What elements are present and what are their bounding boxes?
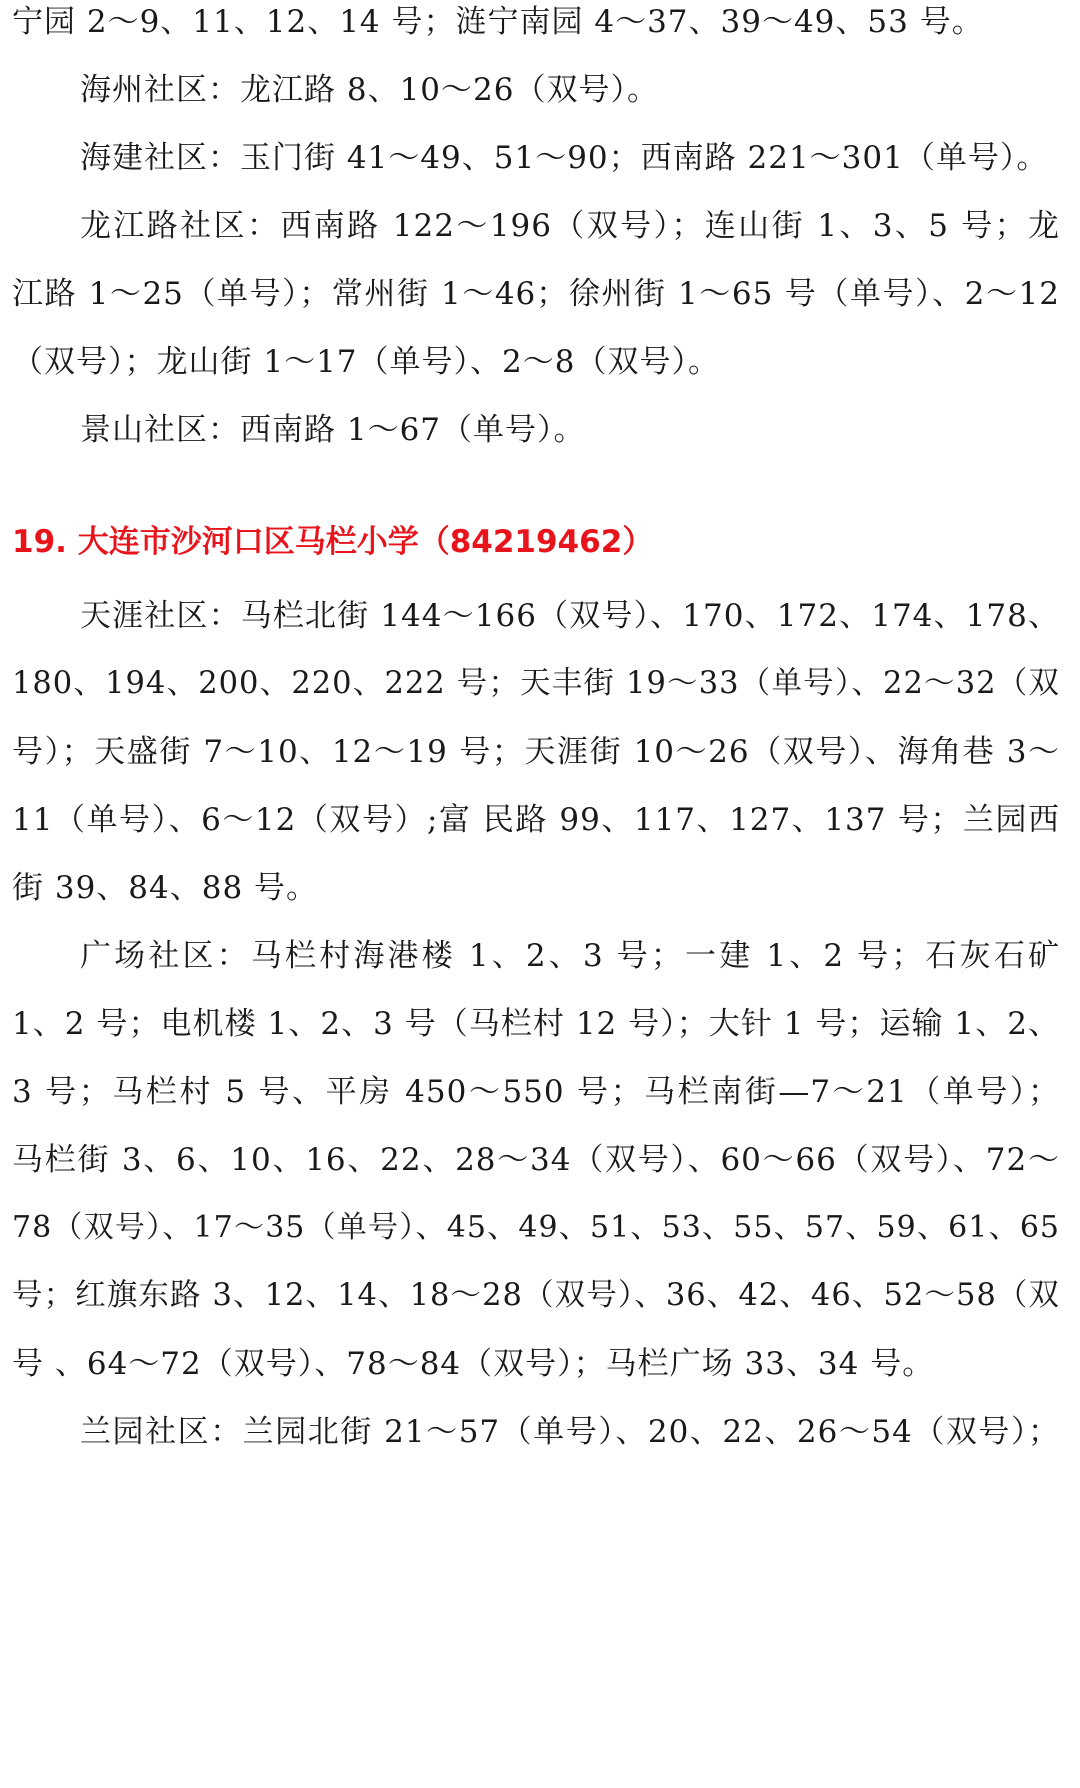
text-line: 11（单号）、6～12（双号）;富 民路 99、117、127、137 号；兰园西 <box>12 802 1060 838</box>
text-line: 3 号；马栏村 5 号、平房 450～550 号；马栏南街—7～21（单号）； <box>12 1074 1060 1110</box>
text-line: 宁园 2～9、11、12、14 号；涟宁南园 4～37、39～49、53 号。 <box>12 4 984 40</box>
text-line: 广场社区：马栏村海港楼 1、2、3 号；一建 1、2 号；石灰石矿 <box>80 938 1060 974</box>
text-line: 号）；天盛街 7～10、12～19 号；天涯街 10～26（双号）、海角巷 3～ <box>12 734 1060 770</box>
text-line: 号；红旗东路 3、12、14、18～28（双号）、36、42、46、52～58（双 <box>12 1278 1060 1313</box>
text-line: 龙江路社区：西南路 122～196（双号）；连山街 1、3、5 号；龙 <box>80 208 1060 244</box>
section-heading: 19. 大连市沙河口区马栏小学（84219462） <box>12 524 654 560</box>
text-line: 海州社区：龙江路 8、10～26（双号）。 <box>80 72 659 108</box>
text-line: 江路 1～25（单号）；常州街 1～46；徐州街 1～65 号（单号）、2～12 <box>12 276 1060 312</box>
text-line: 号 、64～72（双号）、78～84（双号）；马栏广场 33、34 号。 <box>12 1346 935 1382</box>
text-line: 街 39、84、88 号。 <box>12 870 319 906</box>
text-line: 天涯社区：马栏北街 144～166（双号）、170、172、174、178、 <box>80 598 1060 634</box>
text-line: 海建社区：玉门街 41～49、51～90；西南路 221～301（单号）。 <box>80 140 1049 176</box>
text-line: 180、194、200、220、222 号；天丰街 19～33（单号）、22～32（双 <box>12 666 1060 701</box>
text-line: 景山社区：西南路 1～67（单号）。 <box>80 412 586 448</box>
text-line: 1、2 号；电机楼 1、2、3 号（马栏村 12 号）；大针 1 号；运输 1、2、 <box>12 1006 1060 1042</box>
text-line: 78（双号）、17～35（单号）、45、49、51、53、55、57、59、61、65 <box>12 1210 1060 1245</box>
text-line: （双号）；龙山街 1～17（单号）、2～8（双号）。 <box>12 344 720 380</box>
text-line: 马栏街 3、6、10、16、22、28～34（双号）、60～66（双号）、72～ <box>12 1142 1060 1178</box>
text-line: 兰园社区：兰园北街 21～57（单号）、20、22、26～54（双号）； <box>80 1414 1060 1450</box>
